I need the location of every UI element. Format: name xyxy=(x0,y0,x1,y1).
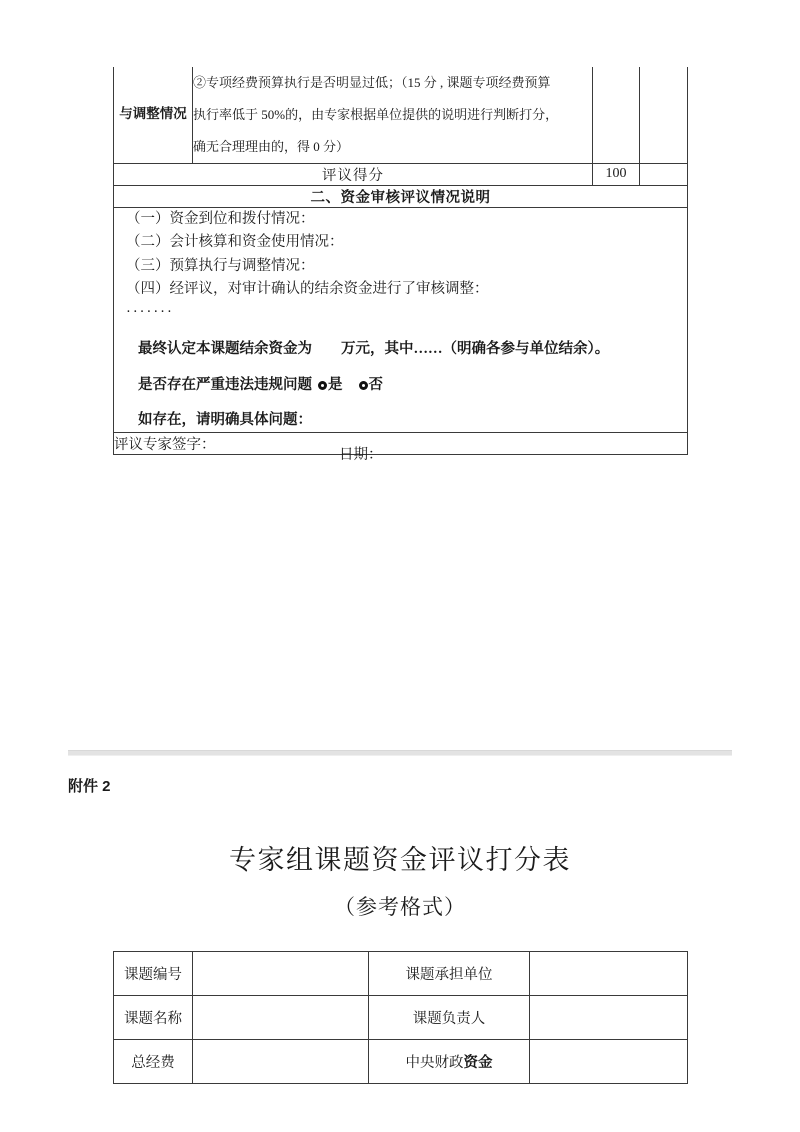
attachment-label: 附件 2 xyxy=(68,778,111,795)
section-two-heading: 二、资金审核评议情况说明 xyxy=(114,185,688,207)
table-row xyxy=(114,1040,688,1084)
table-row-criterion xyxy=(114,67,688,163)
criterion-line-3: 确无合理理由的，得 0 分） xyxy=(193,138,350,154)
radio-yes-icon[interactable] xyxy=(318,381,327,390)
radio-no-icon[interactable] xyxy=(359,381,368,390)
narrative-item-1: （一）资金到位和拨付情况： xyxy=(126,210,315,227)
project-name-value[interactable] xyxy=(193,996,369,1040)
central-finance-label xyxy=(369,1040,530,1084)
page-title: 专家组课题资金评议打分表 xyxy=(229,845,571,875)
narrative-item-2: （二）会计核算和资金使用情况： xyxy=(126,234,344,251)
violation-question-row xyxy=(114,375,687,397)
total-budget-label: 总经费 xyxy=(114,1040,193,1084)
criterion-row-label: 与调整情况 xyxy=(114,67,193,163)
evaluation-table xyxy=(113,67,688,464)
central-finance-value[interactable] xyxy=(530,1040,688,1084)
signature-label: 评议专家签字： xyxy=(114,437,216,454)
page-one-table-fragment xyxy=(113,67,687,464)
violation-question-label: 是否存在严重违法违规问题 xyxy=(138,376,312,393)
narrative-item-4: （四）经评议，对审计确认的结余资金进行了审核调整： xyxy=(126,280,489,297)
table-row-section-two-heading xyxy=(114,185,688,207)
total-score-label: 评议得分 xyxy=(114,163,593,185)
date-label: 日期： xyxy=(339,447,383,464)
violation-option-no-label[interactable]: 否 xyxy=(368,376,383,393)
violation-option-yes-label[interactable]: 是 xyxy=(328,376,343,393)
total-score-extra[interactable] xyxy=(640,163,688,185)
criterion-line-1: ②专项经费预算执行是否明显过低；（15 分 , 课题专项经费预算 xyxy=(193,75,551,90)
project-leader-label: 课题负责人 xyxy=(369,996,530,1040)
central-finance-label-prefix: 中央财政 xyxy=(405,1055,464,1071)
project-info-table xyxy=(113,951,688,1084)
central-finance-label-emphasis: 资金 xyxy=(463,1055,493,1071)
criterion-extra-cell[interactable] xyxy=(640,67,688,163)
criterion-score-cell[interactable] xyxy=(593,67,640,163)
narrative-cell xyxy=(114,207,688,433)
if-exists-prompt: 如存在，请明确具体问题： xyxy=(138,412,312,429)
narrative-ellipsis: ······· xyxy=(126,304,174,321)
table-row xyxy=(114,952,688,996)
project-code-label: 课题编号 xyxy=(114,952,193,996)
table-row-total-score xyxy=(114,163,688,185)
final-amount-statement: 最终认定本课题结余资金为 万元，其中……（明确各参与单位结余）。 xyxy=(138,340,610,357)
page-subtitle: （参考格式） xyxy=(334,895,466,919)
criterion-line-2: 执行率低于 50%的，由专家根据单位提供的说明进行判断打分， xyxy=(193,106,559,122)
total-budget-value[interactable] xyxy=(193,1040,369,1084)
table-row-narrative xyxy=(114,207,688,433)
page-separator xyxy=(68,750,732,756)
table-row xyxy=(114,996,688,1040)
host-unit-value[interactable] xyxy=(530,952,688,996)
total-score-value[interactable]: 100 xyxy=(593,163,640,185)
project-code-value[interactable] xyxy=(193,952,369,996)
signature-cell xyxy=(114,433,688,464)
page-two xyxy=(68,775,732,1084)
table-row-signature xyxy=(114,433,688,455)
narrative-item-3: （三）预算执行与调整情况： xyxy=(126,257,315,274)
project-name-label: 课题名称 xyxy=(114,996,193,1040)
host-unit-label: 课题承担单位 xyxy=(369,952,530,996)
project-leader-value[interactable] xyxy=(530,996,688,1040)
criterion-text-cell xyxy=(193,67,593,163)
